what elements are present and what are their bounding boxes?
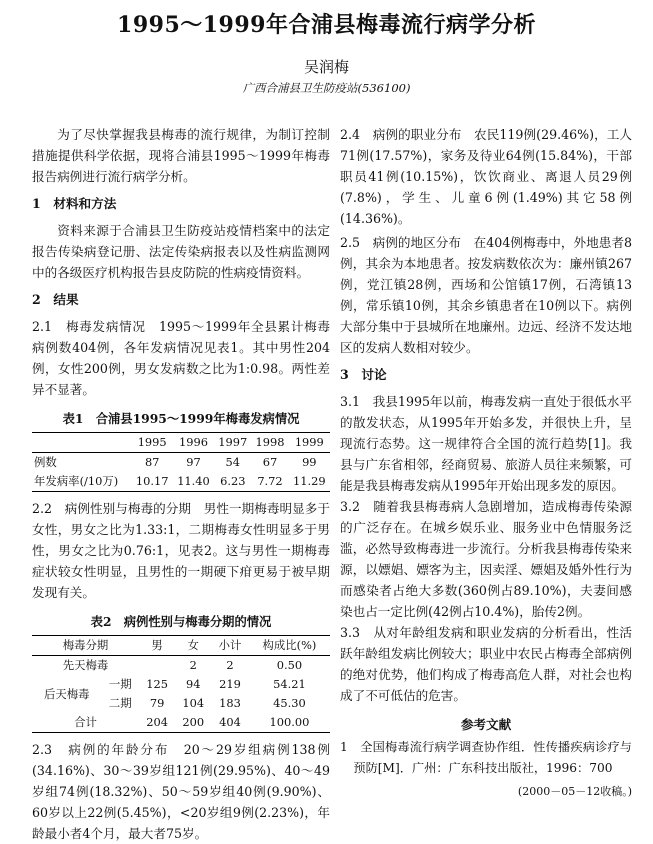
table1-year: 1995 xyxy=(132,433,173,453)
table1-year: 1996 xyxy=(173,433,214,453)
table1-year: 1999 xyxy=(289,433,330,453)
table1-year: 1997 xyxy=(214,433,251,453)
table2-header-row: 梅毒分期 男 女 小计 构成比(%) xyxy=(32,636,330,656)
table2-caption: 表2 病例性别与梅毒分期的情况 xyxy=(90,614,272,629)
table-row: 先天梅毒 2 2 0.50 xyxy=(62,658,303,672)
table1-caption: 表1 合浦县1995～1999年梅毒发病情况 xyxy=(62,411,300,426)
discussion-3-3: 3.3 从对年龄组发病和职业发病的分析看出，性活跃年龄组发病比例较大；职业中农民占梅毒全部病例的绝对优势，他们构成了梅毒高危人群，对社会也构成了不可低估的危害。 xyxy=(340,625,632,703)
results-2-4: 2.4 病例的职业分布 农民119例(29.46%)，工人71例(17.57%)，家务及待业64例(15.84%)，干部职员41例(10.15%)，饮饮商业、离退人员29例(7.8%)，学生、儿童6例(1.49%)其它58例(14.36%)。 xyxy=(340,127,632,226)
section-heading-methods: 1 材料和方法 xyxy=(32,196,117,211)
results-2-3: 2.3 病例的年龄分布 20～29岁组病例138例(34.16%)、30～39岁组121例(29.95%)、40～49岁组74例(18.32%)、50～59岁组40例(9.90%)、60岁以上22例(5.45%)，<20岁组9例(2.23%)，年龄最小者4个月，最大者75岁。 xyxy=(32,742,330,841)
affiliation: 广西合浦县卫生防疫站(536100) xyxy=(242,81,411,95)
table-row: 合计 204 200 404 100.00 xyxy=(74,715,310,729)
discussion-3-2: 3.2 随着我县梅毒病人急剧增加，造成梅毒传染源的广泛存在。在城乡娱乐业、服务业中色情服务泛滥，必然导致梅毒进一步流行。分析我县梅毒传染来源，以嫖娼、嫖客为主，因卖淫、嫖娼及婚外性行为而感染者占绝大多数(360例占89.10%)，夫妻间感染也占一定比例(42例占10.4%)，胎传2例。 xyxy=(340,499,632,619)
section-heading-results: 2 结果 xyxy=(32,292,79,307)
right-column xyxy=(340,124,632,802)
table2 xyxy=(32,635,330,733)
results-2-2: 2.2 病例性别与梅毒的分期 男性一期梅毒明显多于女性，男女之比为1.33:1，二期梅毒女性明显多于男性，男女之比为0.76:1，见表2。这与男性一期梅毒症状较女性明显，且男性的一期硬下疳更易于被早期发现有关。 xyxy=(32,501,330,600)
table-row: 二期 79 104 183 45.30 xyxy=(108,696,306,710)
table-row: 年发病率(/10万) 10.17 11.40 6.23 7.72 11.29 xyxy=(32,472,330,492)
methods-paragraph: 资料来源于合浦县卫生防疫站疫情档案中的法定报告传染病登记册、法定传染病报表以及性病监测网中的各级医疗机构报告县皮防院的性病疫情资料。 xyxy=(32,223,330,280)
author: 吴润梅 xyxy=(303,58,349,76)
received-date: (2000－05－12收稿。) xyxy=(517,785,632,798)
section-heading-discussion: 3 讨论 xyxy=(340,367,387,382)
discussion-3-1: 3.1 我县1995年以前，梅毒发病一直处于很低水平的散发状态，从1995年开始多发，并很快上升，呈现流行态势。这一规律符合全国的流行趋势[1]。我县与广东省相邻，经商贸易、旅游人员往来频繁，可能是我县梅毒发病从1995年开始出现多发的原因。 xyxy=(340,394,632,493)
table1-year: 1998 xyxy=(251,433,288,453)
results-2-5: 2.5 病例的地区分布 在404例梅毒中，外地患者8例，其余为本地患者。按发病数依次为：廉州镇267例，党江镇28例，西场和公馆镇17例，石湾镇13例，常乐镇10例，其余乡镇患者在10例以下。病例大部分集中于县城所在地廉州。边远、经济不发达地区的发病人数相对较少。 xyxy=(340,235,632,355)
left-column xyxy=(32,124,330,844)
results-2-1: 2.1 梅毒发病情况 1995～1999年全县累计梅毒病例数404例，各年发病情况见表1。其中男性204例，女性200例，男女发病数之比为1:0.98。两性差异不显著。 xyxy=(32,319,330,397)
page-title: 1995～1999年合浦县梅毒流行病学分析 xyxy=(117,12,536,38)
table1-header-row xyxy=(32,433,330,453)
references-heading: 参考文献 xyxy=(460,717,512,732)
table-row: 后天梅毒 一期 125 94 219 54.21 xyxy=(43,677,306,701)
table1-row-label: 年发病率(/10万) xyxy=(34,474,119,488)
table1-row-label: 例数 xyxy=(34,455,57,469)
table-row: 例数 87 97 54 67 99 xyxy=(32,453,330,473)
table1 xyxy=(32,432,330,492)
intro-paragraph: 为了尽快掌握我县梅毒的流行规律，为制订控制措施提供科学依据，现将合浦县1995～1999年梅毒报告病例进行流行病学分析。 xyxy=(32,127,330,184)
reference-item: 1 全国梅毒流行病学调查协作组．性传播疾病诊疗与预防[M]．广州：广东科技出版社，1996：700 xyxy=(340,740,632,775)
